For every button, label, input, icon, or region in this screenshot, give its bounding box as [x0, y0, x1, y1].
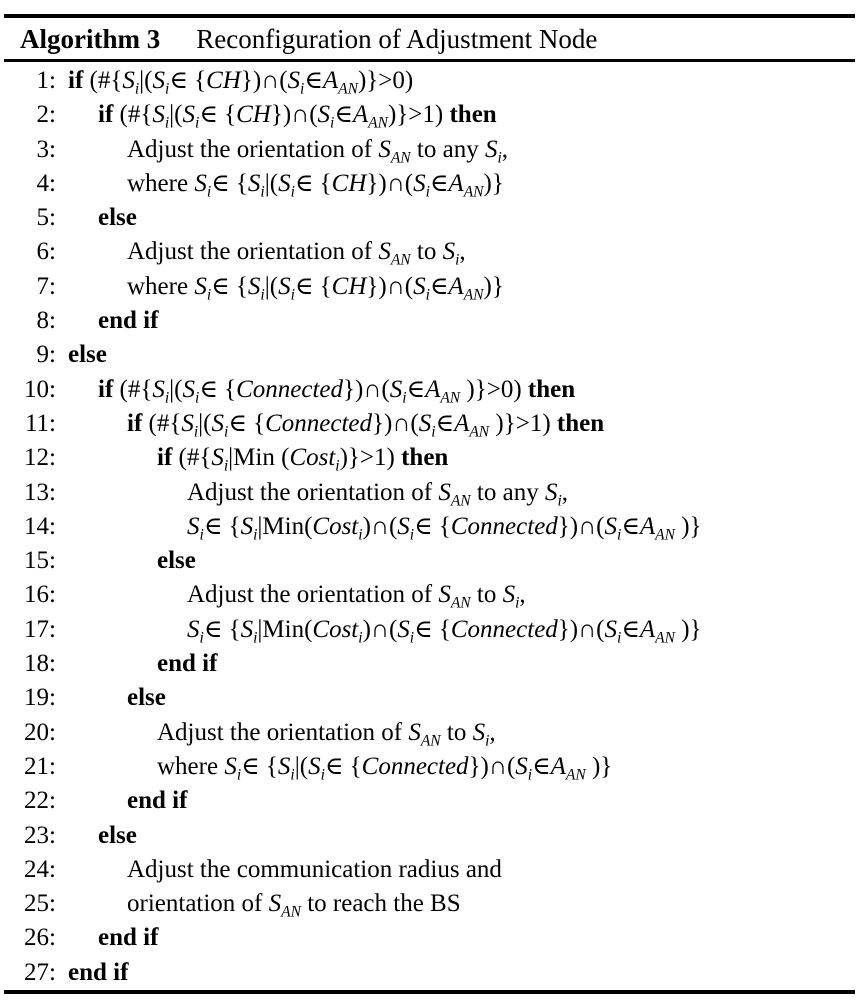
line-number: 27:: [24, 958, 56, 986]
line-text: if ($\#\{S_i|(S_i\in$ $\{Connected\})\cap(S_i\in A_{AN}$ )}>0) then: [98, 375, 576, 407]
line-number: 15:: [24, 547, 56, 575]
line-text: else: [68, 341, 107, 369]
code-line: [0, 98, 859, 132]
line-number: 21:: [24, 752, 56, 780]
code-line: [0, 476, 859, 510]
line-number: 10:: [24, 375, 56, 403]
line-text: Adjust the orientation of $S_{AN}$ to $S_i$,: [127, 238, 466, 269]
code-line: [0, 338, 859, 372]
code-line: [0, 510, 859, 544]
code-line: [0, 235, 859, 269]
algorithm-body: [0, 64, 859, 990]
line-number: 3:: [36, 135, 56, 163]
code-line: [0, 921, 859, 955]
line-text: Adjust the orientation of $S_{AN}$ to any $S_i$,: [127, 135, 509, 167]
bottom-rule: [4, 990, 855, 994]
line-number: 2:: [36, 101, 56, 129]
line-text: if ($\#\{S_i|Min$ (Cost$_i$)}>1) then: [157, 444, 449, 475]
code-line: [0, 133, 859, 167]
line-text: else: [127, 684, 166, 712]
code-line: [0, 784, 859, 818]
code-line: [0, 270, 859, 304]
line-text: end if: [127, 787, 188, 815]
line-text: Adjust the orientation of $S_{AN}$ to any $S_i$,: [187, 478, 569, 509]
code-line: [0, 853, 859, 887]
code-line: [0, 819, 859, 853]
code-line: [0, 647, 859, 681]
line-number: 7:: [36, 272, 56, 300]
line-number: 8:: [36, 307, 56, 335]
line-text: where $S_i\in$ {$S_i|(S_i\in$ $\{CH\})\cap(S_i\in A_{AN})$}: [127, 169, 504, 201]
code-line: [0, 304, 859, 338]
line-number: 25:: [24, 890, 56, 918]
top-rule: [4, 14, 855, 18]
algorithm-label: Algorithm 3: [20, 23, 161, 54]
code-line: [0, 201, 859, 235]
line-number: 23:: [24, 821, 56, 849]
line-number: 18:: [24, 650, 56, 678]
line-text: $S_i\in$ {$S_i|Min(Cost_i)\cap(S_i\in$ $\{Connected\})\cap(S_i\in A_{AN}$ )}: [187, 512, 702, 544]
line-text: $S_i\in$ {$S_i|Min(Cost_i)\cap(S_i\in$ $\{Connected\})\cap(S_i\in A_{AN}$ )}: [187, 615, 702, 647]
line-number: 17:: [24, 615, 56, 643]
code-line: [0, 956, 859, 990]
code-line: [0, 681, 859, 715]
line-text: else: [157, 547, 196, 575]
code-line: [0, 750, 859, 784]
line-text: if ($\#\{S_i|(S_i\in$ $\{Connected\})\cap(S_i\in A_{AN}$ )}>1) then: [127, 409, 605, 441]
line-number: 22:: [24, 787, 56, 815]
header-rule: [4, 59, 855, 62]
algorithm-header: [20, 19, 597, 59]
line-number: 4:: [36, 169, 56, 197]
code-line: [0, 64, 859, 98]
code-line: [0, 441, 859, 475]
line-number: 12:: [24, 444, 56, 472]
algorithm-title: Reconfiguration of Adjustment Node: [196, 23, 598, 54]
line-number: 5:: [36, 204, 56, 232]
line-text: else: [98, 821, 137, 849]
code-line: [0, 716, 859, 750]
code-line: [0, 407, 859, 441]
line-text: else: [98, 204, 137, 232]
line-text: end if: [98, 307, 159, 335]
line-text: Adjust the communication radius and: [127, 855, 502, 883]
line-text: end if: [68, 958, 129, 986]
line-number: 9:: [36, 341, 56, 369]
line-number: 24:: [24, 855, 56, 883]
line-number: 26:: [24, 924, 56, 952]
line-number: 20:: [24, 718, 56, 746]
line-number: 14:: [24, 512, 56, 540]
line-number: 13:: [24, 478, 56, 506]
code-line: [0, 613, 859, 647]
line-text: orientation of $S_{AN}$ to reach the BS: [127, 890, 461, 921]
line-text: if ($\#\{S_i|(S_i\in$ $\{CH\})\cap(S_i\in A_{AN})\}>0$): [68, 67, 414, 98]
code-line: [0, 373, 859, 407]
line-text: Adjust the orientation of $S_{AN}$ to $S_i$,: [157, 718, 496, 750]
line-text: if ($\#\{S_i|(S_i\in$ $\{CH\})\cap(S_i\in A_{AN})\}>1$) then: [98, 101, 497, 132]
line-number: 6:: [36, 238, 56, 266]
line-number: 1:: [36, 67, 56, 94]
line-text: end if: [98, 924, 159, 952]
code-line: [0, 167, 859, 201]
line-number: 16:: [24, 581, 56, 609]
line-text: Adjust the orientation of $S_{AN}$ to $S_i$,: [187, 581, 526, 612]
line-number: 11:: [24, 409, 56, 437]
code-line: [0, 544, 859, 578]
line-text: where $S_i\in$ {$S_i|(S_i\in$ $\{CH\})\cap(S_i\in A_{AN})$}: [127, 272, 504, 304]
code-line: [0, 887, 859, 921]
line-number: 19:: [24, 684, 56, 712]
line-text: where $S_i\in$ {$S_i|(S_i\in$ $\{Connected\})\cap(S_i\in A_{AN}$ )}: [157, 752, 613, 784]
code-line: [0, 578, 859, 612]
line-text: end if: [157, 650, 218, 678]
